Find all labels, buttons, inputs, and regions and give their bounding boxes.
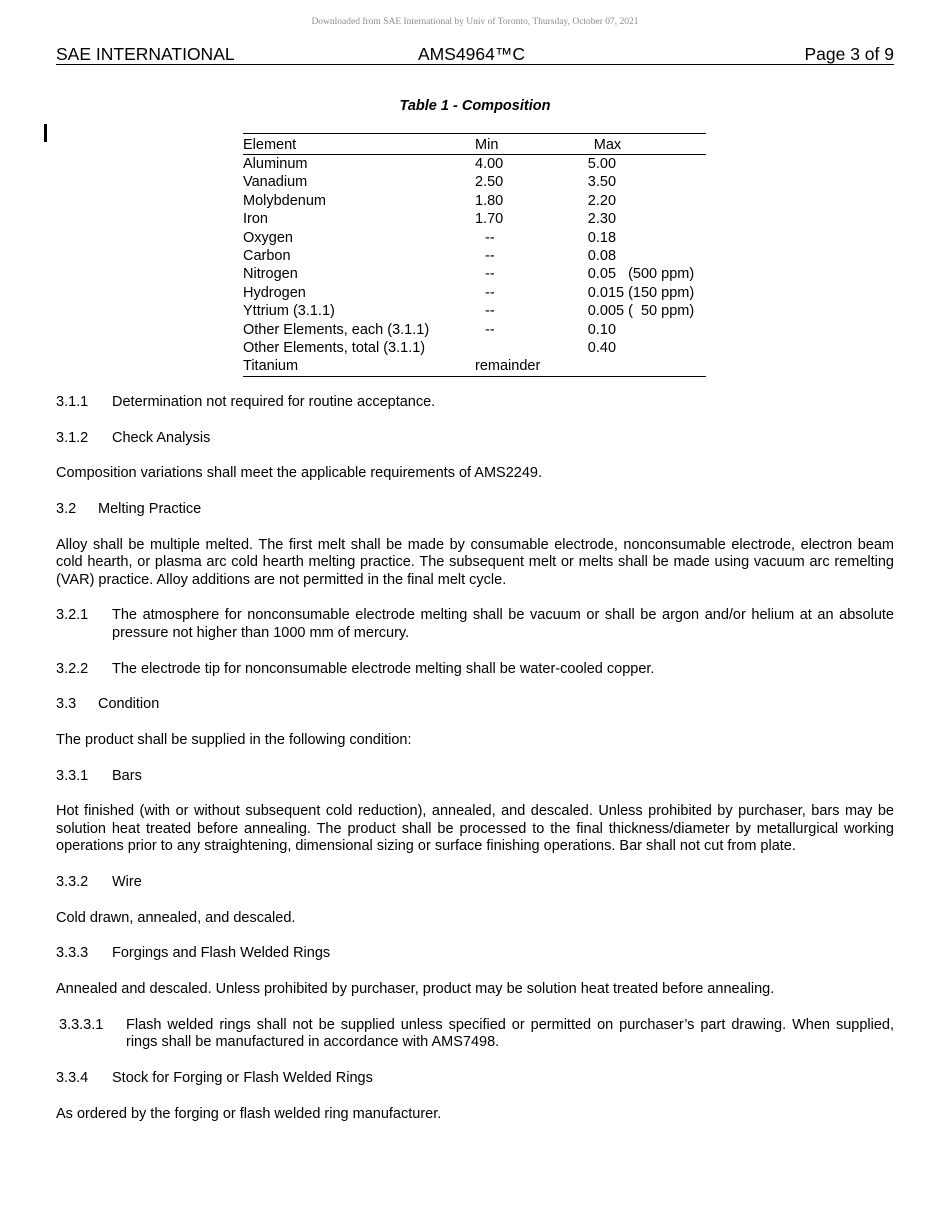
- min-cell: --: [485, 248, 495, 265]
- element-cell: Carbon: [243, 248, 291, 265]
- max-cell: 2.20: [587, 192, 617, 209]
- min-cell: --: [485, 303, 495, 320]
- table-title: Table 1 - Composition: [399, 98, 551, 114]
- section-number: 3.3.2: [56, 874, 89, 891]
- section-title: Melting Practice: [98, 501, 202, 518]
- table-row: [243, 302, 706, 320]
- section-title: Check Analysis: [112, 429, 211, 446]
- header-page-number: Page 3 of 9: [804, 44, 894, 64]
- section-3-2-body: Alloy shall be multiple melted. The first melt shall be made by consumable electrode, nonconsumable electrode, electron beam cold hearth, or plasma arc cold hearth melting practice. The subsequent melt or melts shall be made using vacuum arc remelting (VAR) practice. Alloy additions are not permitted in the final melt cycle.: [56, 536, 894, 588]
- min-cell: --: [485, 229, 495, 246]
- max-cell: 0.08: [587, 248, 617, 265]
- table-row: [243, 229, 706, 247]
- section-title: Condition: [98, 696, 160, 713]
- section-3-3-body: The product shall be supplied in the following condition:: [56, 732, 412, 748]
- section-number: 3.1.2: [56, 429, 89, 446]
- section-title: Forgings and Flash Welded Rings: [112, 945, 331, 962]
- table-row: [243, 321, 706, 339]
- element-cell: Yttrium (3.1.1): [243, 303, 335, 320]
- section-title: Bars: [112, 767, 142, 784]
- min-cell: --: [485, 284, 495, 301]
- section-number: 3.3.1: [56, 767, 89, 784]
- max-cell: 0.005 ( 50 ppm): [587, 303, 695, 320]
- max-cell: 3.50: [587, 174, 617, 191]
- section-text: The atmosphere for nonconsumable electrode melting shall be vacuum or shall be argon and/or helium at an absolute pressure not higher than 1000 mm of mercury.: [112, 607, 894, 641]
- section-3-3-1-body: Hot finished (with or without subsequent cold reduction), annealed, and descaled. Unless prohibited by purchaser, bars may be solution heat treated before annealing. The product shall be processed to the final thickness/diameter by metallurgical working operations prior to any straightening, dimensional sizing or surface finishing operations. Bar shall not cut from plate.: [56, 803, 894, 855]
- column-header-max: Max: [588, 134, 706, 155]
- section-3-2-heading: [56, 501, 894, 519]
- max-cell: 2.30: [587, 211, 617, 228]
- element-cell: Vanadium: [243, 174, 308, 191]
- composition-table: [243, 133, 706, 377]
- table-header-row: [243, 134, 706, 155]
- section-text: Determination not required for routine acceptance.: [112, 394, 436, 410]
- table-row: [243, 210, 706, 228]
- max-cell: 0.015 (150 ppm): [587, 284, 695, 301]
- min-cell: 1.80: [475, 192, 504, 209]
- element-cell: Other Elements, total (3.1.1): [243, 340, 426, 357]
- header-organization: SAE INTERNATIONAL: [56, 44, 235, 64]
- min-cell: 1.70: [475, 211, 504, 228]
- table-row: [243, 247, 706, 265]
- section-number: 3.3.3: [56, 945, 89, 962]
- max-cell: 0.40: [587, 340, 617, 357]
- max-cell: [588, 357, 706, 376]
- section-3-3-heading: [56, 696, 894, 714]
- section-3-3-4-body: As ordered by the forging or flash welded ring manufacturer.: [56, 1105, 442, 1122]
- section-number: 3.2: [56, 501, 77, 518]
- element-cell: Iron: [243, 211, 268, 228]
- revision-change-bar: [44, 124, 47, 142]
- section-3-3-2-body: Cold drawn, annealed, and descaled.: [56, 909, 296, 926]
- section-number: 3.3: [56, 696, 77, 713]
- element-cell: Aluminum: [243, 156, 308, 172]
- section-title: Stock for Forging or Flash Welded Rings: [112, 1070, 373, 1086]
- section-3-3-2-heading: [56, 874, 894, 892]
- section-number: 3.3.4: [56, 1070, 89, 1086]
- min-cell: 2.50: [475, 174, 504, 191]
- min-cell: --: [485, 321, 495, 338]
- element-cell: Hydrogen: [243, 284, 306, 301]
- section-3-3-3-body: Annealed and descaled. Unless prohibited by purchaser, product may be solution heat treated before annealing.: [56, 981, 775, 998]
- download-watermark: Downloaded from SAE International by Univ of Toronto, Thursday, October 07, 2021: [311, 17, 639, 27]
- section-number: 3.3.3.1: [59, 1016, 104, 1033]
- header-document-id: AMS4964™C: [418, 44, 525, 64]
- table-row: [243, 339, 706, 357]
- section-3-2-2: [56, 661, 894, 679]
- table-row: [243, 155, 706, 174]
- section-number: 3.2.2: [56, 660, 89, 677]
- section-3-3-3-heading: [56, 945, 894, 963]
- max-cell: 0.10: [587, 321, 617, 338]
- element-cell: Other Elements, each (3.1.1): [243, 321, 430, 338]
- element-cell: Molybdenum: [243, 192, 327, 209]
- section-3-1-1: [56, 394, 894, 412]
- section-text: The electrode tip for nonconsumable electrode melting shall be water-cooled copper.: [112, 660, 655, 677]
- max-cell: 0.18: [587, 229, 617, 246]
- section-3-3-3-1: [56, 1017, 894, 1052]
- column-header-min: Min: [475, 134, 588, 155]
- section-3-3-1-heading: [56, 768, 894, 786]
- section-title: Wire: [112, 874, 142, 891]
- min-cell: remainder: [475, 358, 541, 375]
- table-row: [243, 173, 706, 191]
- table-row: [243, 284, 706, 302]
- section-3-1-2-heading: [56, 430, 894, 448]
- table-row: [243, 192, 706, 210]
- max-cell: 0.05 (500 ppm): [587, 266, 695, 283]
- table-row: [243, 357, 706, 376]
- element-cell: Oxygen: [243, 229, 293, 246]
- document-body: [56, 394, 894, 1141]
- min-cell: 4.00: [475, 156, 504, 172]
- min-cell: --: [485, 266, 495, 283]
- page-header: [56, 44, 894, 65]
- section-3-2-1: [56, 607, 894, 642]
- section-text: Flash welded rings shall not be supplied unless specified or permitted on purchaser’s part drawing. When supplied, rings shall be manufactured in accordance with AMS7498.: [126, 1016, 894, 1051]
- section-number: 3.1.1: [56, 394, 89, 410]
- section-3-1-2-body: Composition variations shall meet the applicable requirements of AMS2249.: [56, 465, 543, 482]
- column-header-element: Element: [243, 134, 475, 155]
- table-row: [243, 265, 706, 283]
- max-cell: 5.00: [587, 156, 617, 172]
- section-3-3-4-heading: [56, 1070, 894, 1088]
- element-cell: Nitrogen: [243, 266, 298, 283]
- element-cell: Titanium: [243, 358, 299, 375]
- min-cell: [475, 339, 588, 357]
- section-number: 3.2.1: [56, 607, 89, 624]
